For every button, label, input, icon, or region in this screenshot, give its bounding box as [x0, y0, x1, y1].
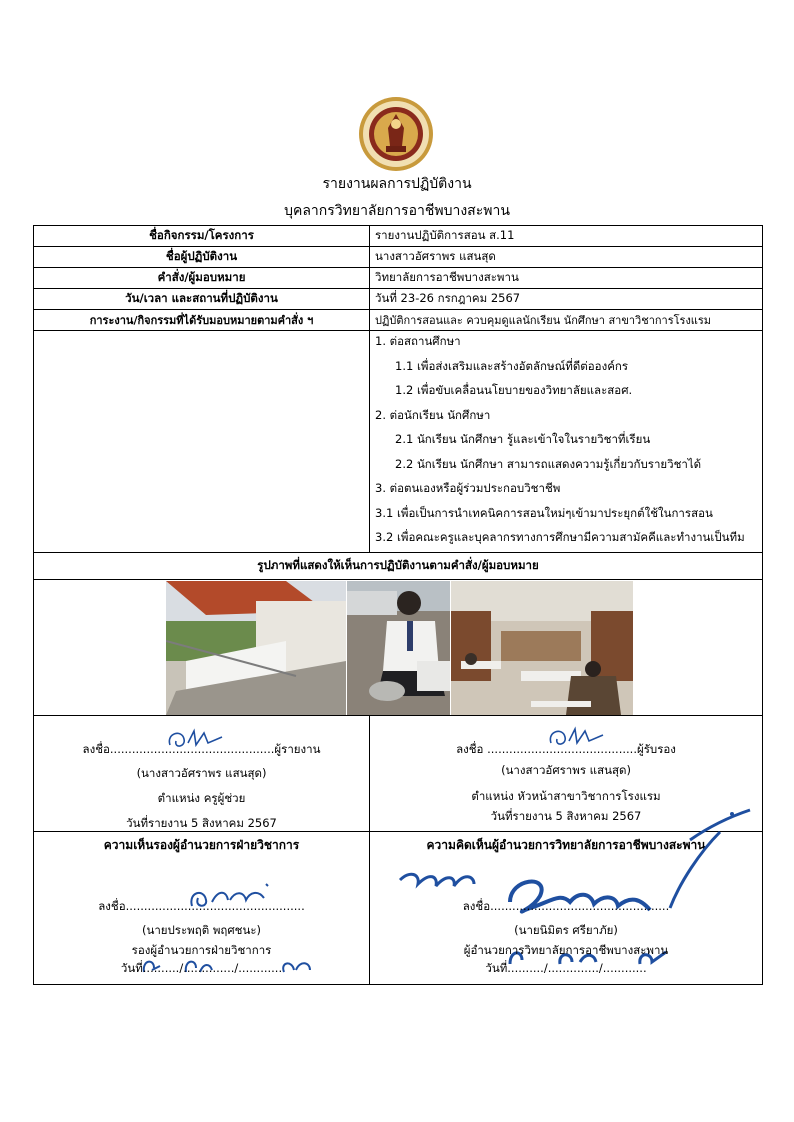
label-assigned-task: การะงาน/กิจกรรมที่ได้รับมอบหมายตามคำสั่ง ฯ [34, 310, 370, 331]
table-row [34, 226, 763, 247]
table-row [34, 289, 763, 310]
director-name: (นายนิมิตร ศรียาภัย) [514, 922, 618, 937]
objectives-row [34, 331, 763, 553]
photo-classroom [451, 581, 633, 715]
director-sign-line: ลงชื่อ................................................. [462, 898, 670, 913]
label-performer: ชื่อผู้ปฏิบัติงาน [34, 247, 370, 268]
objective-item: 1. ต่อสถานศึกษา [375, 334, 461, 348]
reporter-name: (นางสาวอัศราพร แสนสุด) [136, 765, 267, 780]
objectives-list [370, 331, 763, 553]
photo-section-title: รูปภาพที่แสดงให้เห็นการปฏิบัติงานตามคำสั่ง/ผู้มอบหมาย [34, 552, 763, 579]
reporter-signature-block [34, 715, 370, 831]
deputy-position: รองผู้อำนวยการฝ่ายวิชาการ [131, 942, 272, 957]
table-row [34, 310, 763, 331]
director-position: ผู้อำนวยการวิทยาลัยการอาชีพบางสะพาน [463, 942, 669, 957]
opinion-row [34, 831, 763, 984]
certifier-sign-line: ลงชื่อ .........................................ผู้รับรอง [456, 741, 676, 756]
deputy-opinion-block [34, 831, 370, 984]
objective-item: 3. ต่อตนเองหรือผู้ร่วมประกอบวิชาชีพ [375, 481, 561, 495]
value-datetime-place: วันที่ 23-26 กรกฎาคม 2567 [370, 289, 763, 310]
table-row [34, 552, 763, 579]
objective-item: 3.2 เพื่อคณะครูและบุคลากรทางการศึกษามีความสามัคคีและทำงานเป็นทีม [375, 530, 745, 544]
label-assigner: คำสั่ง/ผู้มอบหมาย [34, 268, 370, 289]
report-title: รายงานผลการปฏิบัติงาน [322, 176, 472, 192]
objective-item: 2.1 นักเรียน นักศึกษา รู้และเข้าใจในรายวิชาที่เรียน [395, 432, 651, 446]
photos-row [34, 579, 763, 715]
objective-item: 2. ต่อนักเรียน นักศึกษา [375, 407, 491, 422]
organization-title: บุคลากรวิทยาลัยการอาชีพบางสะพาน [284, 203, 510, 219]
value-assigned-task: ปฏิบัติการสอนและ ควบคุมดูแลนักเรียน นักศึกษา สาขาวิชาการโรงแรม [370, 310, 763, 331]
objective-item: 2.2 นักเรียน นักศึกษา สามารถแสดงความรู้เกี่ยวกับรายวิชาได้ [395, 456, 702, 471]
certifier-position: ตำแหน่ง หัวหน้าสาขาวิชาการโรงแรม [471, 788, 661, 803]
report-table [33, 225, 763, 985]
objectives-blank-cell [34, 331, 370, 553]
photo-outdoor-stairs [166, 581, 346, 715]
objective-item: 3.1 เพื่อเป็นการนำเทคนิคการสอนใหม่ๆเข้ามาประยุกต์ใช้ในการสอน [375, 505, 713, 520]
value-assigner: วิทยาลัยการอาชีพบางสะพาน [370, 268, 763, 289]
objective-item: 1.2 เพื่อขับเคลื่อนนโยบายของวิทยาลัยและสอศ. [395, 383, 633, 397]
reporter-position: ตำแหน่ง ครูผู้ช่วย [157, 790, 246, 805]
deputy-sign-line: ลงชื่อ................................................. [98, 898, 305, 913]
table-row [34, 268, 763, 289]
reporter-date: วันที่รายงาน 5 สิงหาคม 2567 [126, 815, 277, 830]
photos-cell [34, 579, 763, 715]
label-datetime-place: วัน/เวลา และสถานที่ปฏิบัติงาน [34, 289, 370, 310]
college-seal-logo [358, 96, 434, 172]
label-activity: ชื่อกิจกรรม/โครงการ [34, 226, 370, 247]
table-row [34, 247, 763, 268]
value-activity: รายงานปฏิบัติการสอน ส.11 [370, 226, 763, 247]
director-date-line: วันที่........../............../............ [485, 960, 647, 975]
objective-item: 1.1 เพื่อส่งเสริมและสร้างอัตลักษณ์ที่ดีต่อองค์กร [395, 358, 629, 373]
value-performer: นางสาวอัศราพร แสนสุด [370, 247, 763, 268]
deputy-name: (นายประพฤติ พฤศชนะ) [141, 922, 262, 937]
deputy-opinion-heading: ความเห็นรองผู้อำนวยการฝ่ายวิชาการ [103, 837, 300, 852]
director-opinion-heading: ความคิดเห็นผู้อำนวยการวิทยาลัยการอาชีพบางสะพาน [426, 837, 706, 852]
reporter-sign-line: ลงชื่อ.............................................ผู้รายงาน [82, 741, 321, 756]
deputy-date-line: วันที่........../............../............ [120, 960, 283, 975]
director-opinion-block [370, 831, 763, 984]
photo-student-working [347, 581, 450, 715]
certifier-name: (นางสาวอัศราพร แสนสุด) [501, 762, 631, 777]
certifier-date: วันที่รายงาน 5 สิงหาคม 2567 [490, 808, 642, 823]
